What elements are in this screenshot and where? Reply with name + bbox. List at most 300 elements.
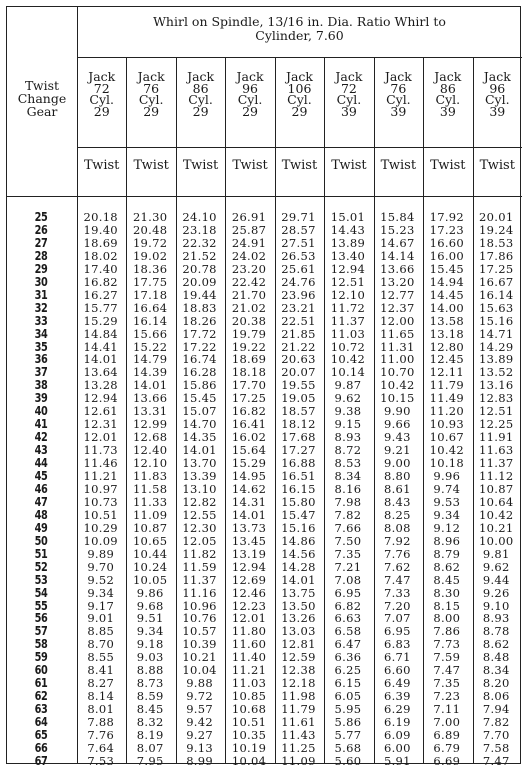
twist-value: 17.75 xyxy=(132,274,168,289)
twist-value: 18.69 xyxy=(231,352,267,367)
twist-value: 12.81 xyxy=(281,637,316,652)
twist-value: 16.67 xyxy=(479,274,514,289)
twist-value: 8.34 xyxy=(334,469,362,483)
twist-value: 14.01 xyxy=(83,352,118,367)
twist-value: 9.86 xyxy=(136,585,164,600)
twist-value: 14.95 xyxy=(231,469,267,483)
twist-value: 17.72 xyxy=(182,326,217,341)
twist-value: 19.05 xyxy=(281,391,316,406)
twist-value: 15.29 xyxy=(83,313,118,328)
twist-value: 6.71 xyxy=(383,650,411,665)
twist-subheader: Twist xyxy=(380,158,417,173)
twist-value: 11.61 xyxy=(281,715,316,730)
gear-value: 64 xyxy=(34,714,48,730)
twist-value: 8.88 xyxy=(136,663,164,678)
twist-value: 11.80 xyxy=(231,624,267,639)
twist-value: 20.18 xyxy=(83,210,118,224)
gear-value: 38 xyxy=(34,377,48,393)
gear-header-line: Gear xyxy=(26,104,58,119)
twist-value: 11.79 xyxy=(281,702,316,717)
twist-value: 5.86 xyxy=(334,715,362,730)
twist-value: 6.39 xyxy=(383,689,411,704)
twist-value: 12.01 xyxy=(83,430,118,445)
gear-value: 39 xyxy=(34,390,48,406)
twist-value: 16.14 xyxy=(479,287,514,302)
twist-value: 10.72 xyxy=(330,339,366,354)
twist-value: 18.12 xyxy=(281,417,316,432)
column-header-line: 39 xyxy=(489,103,506,119)
twist-value: 12.00 xyxy=(380,313,415,328)
twist-value: 12.80 xyxy=(429,339,465,354)
twist-value: 14.14 xyxy=(380,248,415,263)
twist-value: 18.53 xyxy=(479,235,514,250)
twist-value: 7.08 xyxy=(334,572,362,587)
twist-value: 9.01 xyxy=(87,611,115,626)
gear-value: 36 xyxy=(34,351,48,367)
twist-value: 11.03 xyxy=(330,326,366,341)
twist-value: 13.03 xyxy=(281,624,316,639)
twist-value: 16.51 xyxy=(281,469,316,483)
twist-value: 10.85 xyxy=(231,689,267,704)
twist-value: 8.62 xyxy=(433,559,461,574)
gear-value: 27 xyxy=(34,234,48,250)
twist-value: 6.19 xyxy=(383,715,411,730)
twist-value: 11.03 xyxy=(231,676,267,691)
twist-value: 10.87 xyxy=(132,520,168,535)
twist-value: 9.70 xyxy=(87,559,115,574)
twist-value: 14.70 xyxy=(182,417,217,432)
twist-value: 7.47 xyxy=(482,753,510,768)
column-header-line: 72 xyxy=(93,80,110,96)
twist-value: 25.61 xyxy=(281,261,316,276)
twist-value: 11.37 xyxy=(182,572,217,587)
twist-value: 7.62 xyxy=(383,559,411,574)
column-header xyxy=(423,71,472,117)
twist-value: 10.67 xyxy=(429,430,465,445)
twist-value: 15.16 xyxy=(281,520,316,535)
gear-value: 30 xyxy=(34,273,48,289)
column-header-line: 96 xyxy=(242,80,258,96)
twist-value: 12.94 xyxy=(231,559,267,574)
column-header-line: Jack xyxy=(187,69,215,84)
twist-value: 12.45 xyxy=(429,352,465,367)
twist-value: 6.60 xyxy=(383,663,411,678)
twist-value: 8.27 xyxy=(87,676,115,691)
twist-value: 6.95 xyxy=(383,624,411,639)
twist-value: 9.18 xyxy=(136,637,164,652)
twist-value: 9.27 xyxy=(186,728,213,742)
twist-subheader: Twist xyxy=(281,158,318,173)
twist-value: 9.90 xyxy=(383,404,411,419)
gear-value: 31 xyxy=(34,286,48,302)
column-header-line: Cyl. xyxy=(188,92,213,107)
gear-value: 34 xyxy=(34,325,48,341)
twist-value: 8.62 xyxy=(482,637,510,652)
column-header xyxy=(275,71,324,117)
twist-value: 11.73 xyxy=(83,443,118,458)
twist-value: 12.40 xyxy=(132,443,168,458)
twist-value: 11.21 xyxy=(83,469,118,483)
column-header-line: 29 xyxy=(242,103,258,119)
gear-value: 37 xyxy=(34,364,48,380)
column-header-line: 86 xyxy=(439,80,456,96)
twist-value: 9.12 xyxy=(433,520,461,535)
gear-value: 50 xyxy=(34,532,48,548)
twist-value: 21.30 xyxy=(132,210,168,224)
twist-value: 18.18 xyxy=(231,365,267,380)
gear-value: 60 xyxy=(34,662,48,678)
twist-value: 8.93 xyxy=(482,611,510,626)
gear-value: 57 xyxy=(34,623,48,639)
column-header-line: Jack xyxy=(236,69,264,84)
twist-value: 11.09 xyxy=(281,753,316,768)
twist-value: 18.36 xyxy=(132,261,168,276)
twist-value: 12.55 xyxy=(182,507,217,522)
twist-value: 6.82 xyxy=(334,598,362,613)
twist-value: 7.58 xyxy=(482,740,510,755)
twist-value: 8.96 xyxy=(433,533,461,548)
twist-value: 11.65 xyxy=(380,326,415,341)
twist-value: 29.71 xyxy=(281,210,316,224)
column-header-line: Cyl. xyxy=(336,92,362,107)
twist-value: 8.85 xyxy=(87,624,115,639)
twist-value: 19.40 xyxy=(83,222,118,237)
twist-value: 8.61 xyxy=(383,481,411,496)
twist-value: 14.28 xyxy=(281,559,316,574)
twist-value: 12.18 xyxy=(281,676,316,691)
twist-value: 7.11 xyxy=(433,702,461,717)
twist-value: 8.72 xyxy=(334,443,362,458)
twist-value: 7.00 xyxy=(433,715,461,730)
twist-value: 7.76 xyxy=(383,546,411,561)
twist-value: 8.07 xyxy=(136,740,164,755)
twist-value: 13.45 xyxy=(231,533,267,548)
twist-value: 7.94 xyxy=(482,702,510,717)
twist-value: 11.63 xyxy=(479,443,514,458)
gear-header-line: Change xyxy=(17,91,67,106)
twist-value: 12.61 xyxy=(83,404,118,419)
twist-value: 10.65 xyxy=(132,533,168,548)
twist-value: 7.92 xyxy=(383,533,411,548)
gear-value: 56 xyxy=(34,610,48,626)
twist-value: 8.20 xyxy=(482,676,510,691)
twist-value: 8.25 xyxy=(383,507,411,522)
twist-value: 8.41 xyxy=(87,663,115,678)
twist-value: 15.45 xyxy=(429,261,465,276)
twist-value: 9.68 xyxy=(136,598,164,613)
twist-value: 15.77 xyxy=(83,300,118,315)
column-header-line: 76 xyxy=(143,80,160,96)
twist-value: 6.05 xyxy=(334,689,362,704)
gear-value: 40 xyxy=(34,403,48,419)
twist-value: 9.44 xyxy=(482,572,510,587)
twist-value: 12.25 xyxy=(479,417,514,432)
twist-value: 20.63 xyxy=(281,352,316,367)
twist-value: 18.69 xyxy=(83,235,118,250)
twist-value: 10.00 xyxy=(479,533,514,548)
twist-value: 28.57 xyxy=(281,222,316,237)
twist-value: 21.85 xyxy=(281,326,316,341)
twist-value: 10.73 xyxy=(83,494,118,509)
twist-value: 11.72 xyxy=(330,300,366,315)
twist-value: 7.73 xyxy=(433,637,461,652)
twist-value: 7.76 xyxy=(87,728,115,742)
twist-value: 13.58 xyxy=(429,313,465,328)
twist-value: 10.87 xyxy=(479,481,514,496)
twist-value: 10.39 xyxy=(182,637,217,652)
twist-value: 12.83 xyxy=(479,391,514,406)
twist-subheader: Twist xyxy=(331,158,367,173)
twist-value: 8.30 xyxy=(433,585,461,600)
twist-value: 12.11 xyxy=(429,365,465,380)
twist-value: 11.60 xyxy=(231,637,267,652)
twist-value: 13.52 xyxy=(479,365,514,380)
twist-value: 21.52 xyxy=(182,248,217,263)
twist-value: 10.42 xyxy=(479,507,514,522)
twist-value: 13.28 xyxy=(83,378,118,393)
twist-value: 10.68 xyxy=(231,702,267,717)
twist-value: 13.26 xyxy=(281,611,316,626)
gear-value: 59 xyxy=(34,649,48,665)
twist-value: 11.49 xyxy=(429,391,465,406)
gear-value: 58 xyxy=(34,636,48,652)
twist-value: 8.32 xyxy=(136,715,164,730)
twist-value: 19.72 xyxy=(132,235,168,250)
twist-value: 14.67 xyxy=(380,235,415,250)
twist-value: 10.42 xyxy=(429,443,465,458)
twist-value: 11.33 xyxy=(132,494,168,509)
twist-value: 20.78 xyxy=(182,261,217,276)
twist-value: 11.82 xyxy=(182,546,217,561)
twist-value: 15.22 xyxy=(132,339,168,354)
twist-value: 9.15 xyxy=(334,417,362,432)
twist-value: 14.62 xyxy=(231,481,267,496)
twist-subheader: Twist xyxy=(182,158,219,173)
twist-value: 10.35 xyxy=(231,728,267,742)
twist-value: 20.09 xyxy=(182,274,217,289)
twist-value: 11.37 xyxy=(479,456,514,471)
twist-value: 15.66 xyxy=(132,326,168,341)
twist-value: 9.87 xyxy=(334,378,362,393)
twist-value: 14.43 xyxy=(330,222,366,237)
twist-value: 7.66 xyxy=(334,520,362,535)
column-header-line: Cyl. xyxy=(435,92,461,107)
gear-value: 54 xyxy=(34,584,48,600)
twist-value: 16.02 xyxy=(231,430,267,445)
gear-value: 41 xyxy=(34,416,48,432)
twist-value: 26.91 xyxy=(231,210,267,224)
twist-value: 12.59 xyxy=(281,650,316,665)
twist-value: 15.01 xyxy=(330,210,366,224)
twist-value: 17.27 xyxy=(281,443,316,458)
twist-value: 20.48 xyxy=(132,222,168,237)
twist-value: 10.64 xyxy=(479,494,514,509)
twist-value: 8.43 xyxy=(383,494,411,509)
twist-value: 9.51 xyxy=(136,611,164,626)
twist-value: 10.15 xyxy=(380,391,415,406)
twist-value: 12.31 xyxy=(83,417,118,432)
twist-value: 10.70 xyxy=(380,365,415,380)
twist-value: 17.70 xyxy=(231,378,267,393)
twist-value: 10.96 xyxy=(182,598,217,613)
twist-value: 18.02 xyxy=(83,248,118,263)
twist-value: 8.53 xyxy=(334,456,362,471)
twist-value: 15.86 xyxy=(182,378,217,393)
gear-value: 26 xyxy=(34,221,48,237)
twist-value: 8.08 xyxy=(383,520,411,535)
twist-value: 14.71 xyxy=(479,326,514,341)
column-header-line: 29 xyxy=(93,103,110,119)
twist-value: 14.31 xyxy=(231,494,267,509)
twist-value: 10.09 xyxy=(83,533,118,548)
twist-value: 13.50 xyxy=(281,598,316,613)
twist-value: 15.29 xyxy=(231,456,267,471)
twist-value: 18.83 xyxy=(182,300,217,315)
gear-value: 55 xyxy=(34,597,48,613)
twist-value: 7.23 xyxy=(433,689,461,704)
twist-value: 10.04 xyxy=(182,663,217,678)
gear-value: 49 xyxy=(34,519,48,535)
column-header-line: 39 xyxy=(390,103,407,119)
twist-value: 8.06 xyxy=(482,689,510,704)
twist-value: 5.91 xyxy=(383,753,411,768)
twist-value: 10.93 xyxy=(429,417,465,432)
twist-value: 6.36 xyxy=(334,650,362,665)
twist-value: 9.53 xyxy=(433,494,461,509)
twist-value: 7.98 xyxy=(334,494,362,509)
twist-value: 13.64 xyxy=(83,365,118,380)
twist-value: 10.76 xyxy=(182,611,217,626)
twist-value: 8.59 xyxy=(136,689,164,704)
twist-value: 8.78 xyxy=(482,624,510,639)
twist-value: 9.17 xyxy=(87,598,115,613)
twist-value: 13.16 xyxy=(479,378,514,393)
twist-value: 16.28 xyxy=(182,365,217,380)
twist-value: 13.18 xyxy=(429,326,465,341)
twist-value: 12.51 xyxy=(479,404,514,419)
twist-value: 9.42 xyxy=(186,715,213,730)
twist-value: 9.34 xyxy=(433,507,461,522)
title-rule xyxy=(77,57,522,58)
twist-value: 14.56 xyxy=(281,546,316,561)
twist-value: 7.64 xyxy=(87,740,115,755)
twist-value: 17.92 xyxy=(429,210,465,224)
gear-value: 33 xyxy=(34,312,48,328)
twist-value: 16.14 xyxy=(132,313,168,328)
twist-value: 8.34 xyxy=(482,663,510,678)
twist-value: 13.70 xyxy=(182,456,217,471)
twist-value: 6.49 xyxy=(383,676,411,691)
twist-value: 16.74 xyxy=(182,352,217,367)
twist-value: 8.16 xyxy=(334,481,362,496)
twist-value: 24.76 xyxy=(281,274,316,289)
twist-value: 12.99 xyxy=(132,417,168,432)
twist-value: 10.04 xyxy=(231,753,267,768)
column-header-line: Cyl. xyxy=(89,92,115,107)
twist-value: 25.87 xyxy=(231,222,267,237)
twist-value: 12.01 xyxy=(231,611,267,626)
twist-value: 20.38 xyxy=(231,313,267,328)
twist-value: 8.45 xyxy=(433,572,461,587)
twist-value: 10.97 xyxy=(83,481,118,496)
twist-value: 9.43 xyxy=(383,430,411,445)
twist-value: 13.75 xyxy=(281,585,316,600)
twist-value: 14.00 xyxy=(429,300,465,315)
twist-value: 7.70 xyxy=(482,728,510,742)
gear-value: 63 xyxy=(34,701,48,717)
twist-subheader: Twist xyxy=(133,158,169,173)
twist-value: 12.82 xyxy=(182,494,217,509)
twist-value: 7.20 xyxy=(383,598,411,613)
twist-value: 12.68 xyxy=(132,430,168,445)
twist-value: 8.01 xyxy=(87,702,115,717)
twist-value: 7.47 xyxy=(433,663,461,678)
twist-value: 9.89 xyxy=(87,546,115,561)
twist-value: 10.29 xyxy=(83,520,118,535)
twist-value: 9.52 xyxy=(87,572,115,587)
twist-value: 10.05 xyxy=(132,572,168,587)
twist-value: 15.63 xyxy=(479,300,514,315)
twist-value: 18.57 xyxy=(281,404,316,419)
twist-value: 12.94 xyxy=(83,391,118,406)
twist-value: 7.35 xyxy=(334,546,362,561)
twist-value: 9.03 xyxy=(136,650,164,665)
column-header-line: 29 xyxy=(291,103,308,119)
twist-value: 9.72 xyxy=(186,689,213,704)
twist-value: 5.60 xyxy=(334,753,362,768)
twist-value: 23.96 xyxy=(281,287,316,302)
twist-value: 12.10 xyxy=(330,287,366,302)
twist-value: 24.10 xyxy=(182,210,217,224)
column-header-line: Cyl. xyxy=(484,92,510,107)
twist-value: 14.01 xyxy=(132,378,168,393)
twist-value: 16.82 xyxy=(231,404,267,419)
twist-value: 7.35 xyxy=(433,676,461,691)
column-header-line: 106 xyxy=(287,80,312,96)
column-header-line: Jack xyxy=(285,69,313,84)
twist-value: 9.10 xyxy=(482,598,510,613)
twist-value: 11.16 xyxy=(182,585,217,600)
twist-value: 13.10 xyxy=(182,481,217,496)
twist-value: 15.80 xyxy=(281,494,316,509)
twist-value: 12.69 xyxy=(231,572,267,587)
twist-value: 8.70 xyxy=(87,637,115,652)
twist-value: 9.38 xyxy=(334,404,362,419)
header-rule xyxy=(7,196,522,197)
gear-value: 43 xyxy=(34,442,48,458)
twist-value: 22.32 xyxy=(182,235,217,250)
twist-value: 19.24 xyxy=(479,222,514,237)
twist-value: 11.91 xyxy=(479,430,514,445)
twist-value: 9.34 xyxy=(87,585,115,600)
twist-value: 8.00 xyxy=(433,611,461,626)
twist-value: 15.47 xyxy=(281,507,316,522)
twist-value: 11.25 xyxy=(281,740,316,755)
column-header-line: Cyl. xyxy=(386,92,411,107)
twist-value: 9.13 xyxy=(186,740,213,755)
twist-value: 23.20 xyxy=(231,261,267,276)
column-header-line: Jack xyxy=(483,69,511,84)
twist-value: 21.22 xyxy=(281,339,316,354)
twist-value: 19.55 xyxy=(281,378,316,393)
twist-value: 15.16 xyxy=(479,313,514,328)
twist-value: 7.47 xyxy=(383,572,411,587)
twist-value: 7.33 xyxy=(383,585,411,600)
twist-value: 27.51 xyxy=(281,235,316,250)
twist-value: 6.89 xyxy=(433,728,461,742)
twist-value: 6.29 xyxy=(383,702,411,717)
twist-value: 14.84 xyxy=(83,326,118,341)
